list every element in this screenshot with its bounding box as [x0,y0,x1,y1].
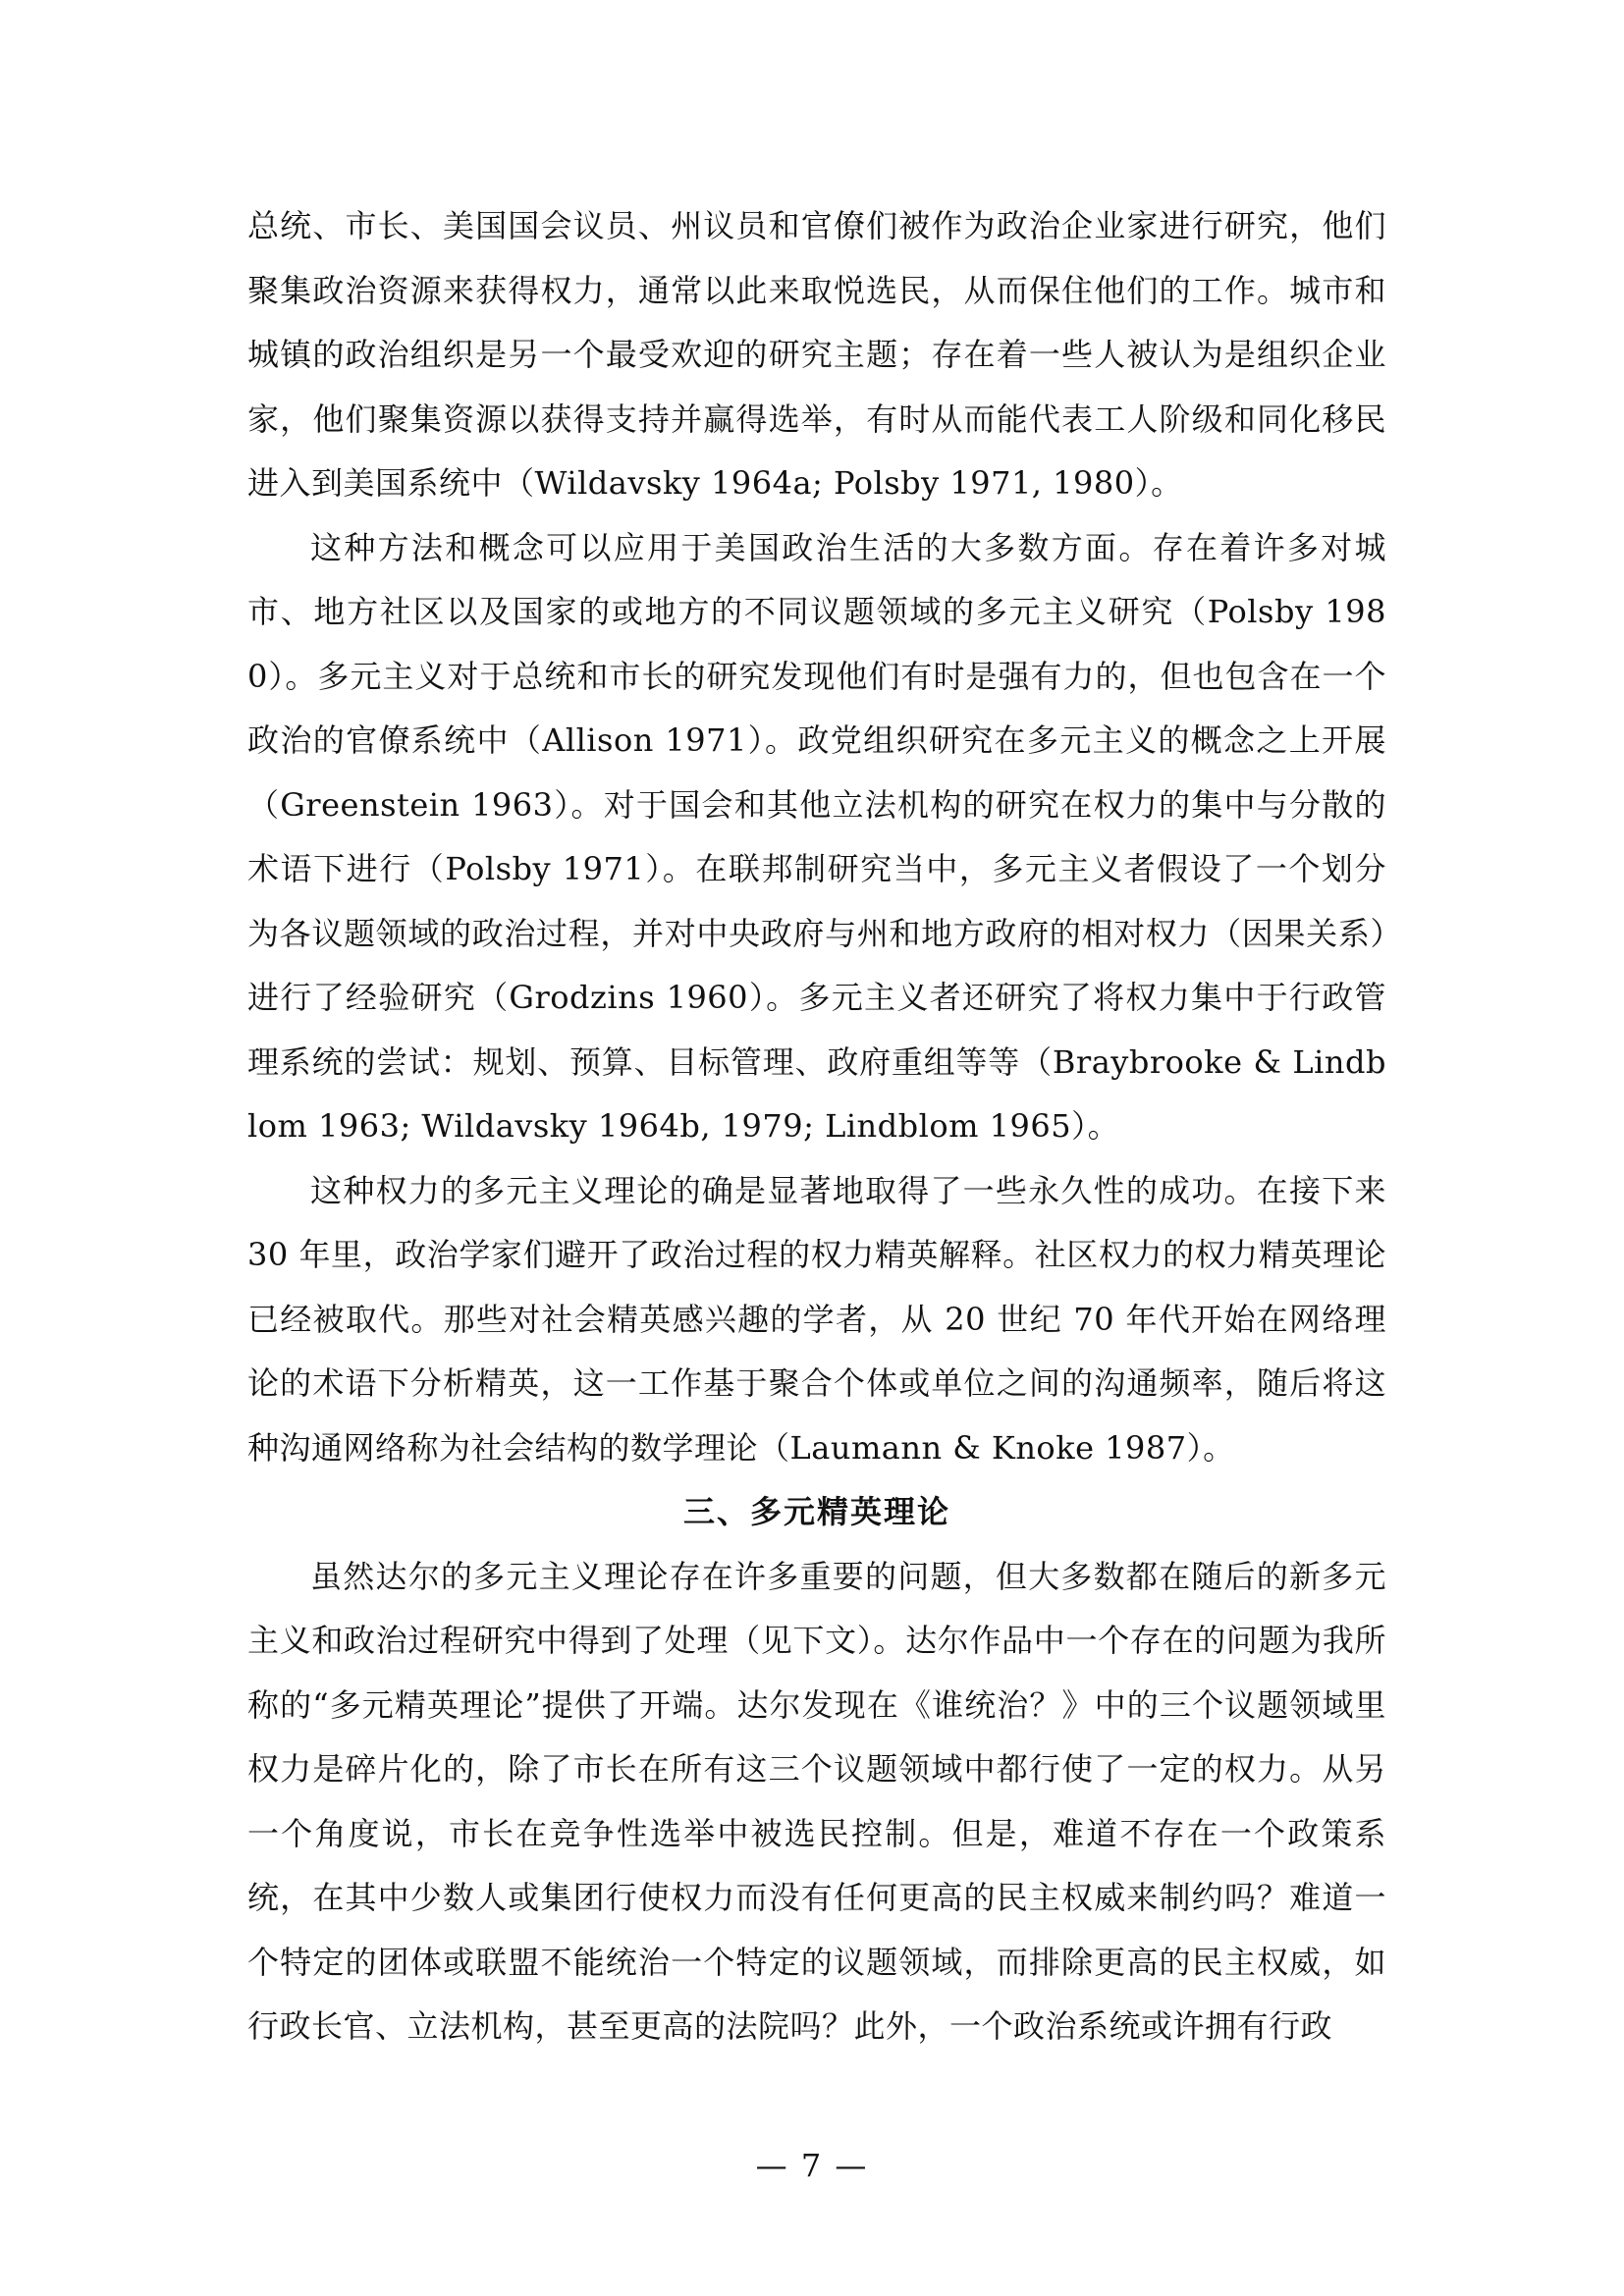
paragraph-3: 这种权力的多元主义理论的确是显著地取得了一些永久性的成功。在接下来 30 年里，政治学家们避开了政治过程的权力精英解释。社区权力的权力精英理论已经被取代。那些对社会精英感兴趣的学者，从 20 世纪 70 年代开始在网络理论的术语下分析精英，这一工作基于聚合个体或单位之间的沟通频率，随后将这种沟通网络称为社会结构的数学理论（Laumann & Knoke 1987）。 [247,1171,1386,1467]
paragraph-2: 这种方法和概念可以应用于美国政治生活的大多数方面。存在着许多对城市、地方社区以及国家的或地方的不同议题领域的多元主义研究（Polsby 1980）。多元主义对于总统和市长的研究发现他们有时是强有力的，但也包含在一个政治的官僚系统中（Allison 1971）。政党组织研究在多元主义的概念之上开展（Greenstein 1963）。对于国会和其他立法机构的研究在权力的集中与分散的术语下进行（Polsby 1971）。在联邦制研究当中，多元主义者假设了一个划分为各议题领域的政治过程，并对中央政府与州和地方政府的相对权力（因果关系）进行了经验研究（Grodzins 1960）。多元主义者还研究了将权力集中于行政管理系统的尝试：规划、预算、目标管理、政府重组等等（Braybrooke & Lindblom 1963; Wildavsky 1964b, 1979; Lindblom 1965）。 [247,528,1386,1145]
page-number: — 7 — [755,2147,869,2184]
paragraph-1: 总统、市长、美国国会议员、州议员和官僚们被作为政治企业家进行研究，他们聚集政治资源来获得权力，通常以此来取悦选民，从而保住他们的工作。城市和城镇的政治组织是另一个最受欢迎的研究主题；存在着一些人被认为是组织企业家，他们聚集资源以获得支持并赢得选举，有时从而能代表工人阶级和同化移民进入到美国系统中（Wildavsky 1964a; Polsby 1971, 1980）。 [247,207,1386,502]
section-heading: 三、多元精英理论 [682,1493,950,1530]
document-body [247,194,1386,2059]
paragraph-4: 虽然达尔的多元主义理论存在许多重要的问题，但大多数都在随后的新多元主义和政治过程研究中得到了处理（见下文）。达尔作品中一个存在的问题为我所称的“多元精英理论”提供了开端。达尔发现在《谁统治？》中的三个议题领域里权力是碎片化的，除了市长在所有这三个议题领域中都行使了一定的权力。从另一个角度说，市长在竞争性选举中被选民控制。但是，难道不存在一个政策系统，在其中少数人或集团行使权力而没有任何更高的民主权威来制约吗？难道一个特定的团体或联盟不能统治一个特定的议题领域，而排除更高的民主权威，如行政长官、立法机构，甚至更高的法院吗？此外，一个政治系统或许拥有行政 [247,1557,1386,2045]
